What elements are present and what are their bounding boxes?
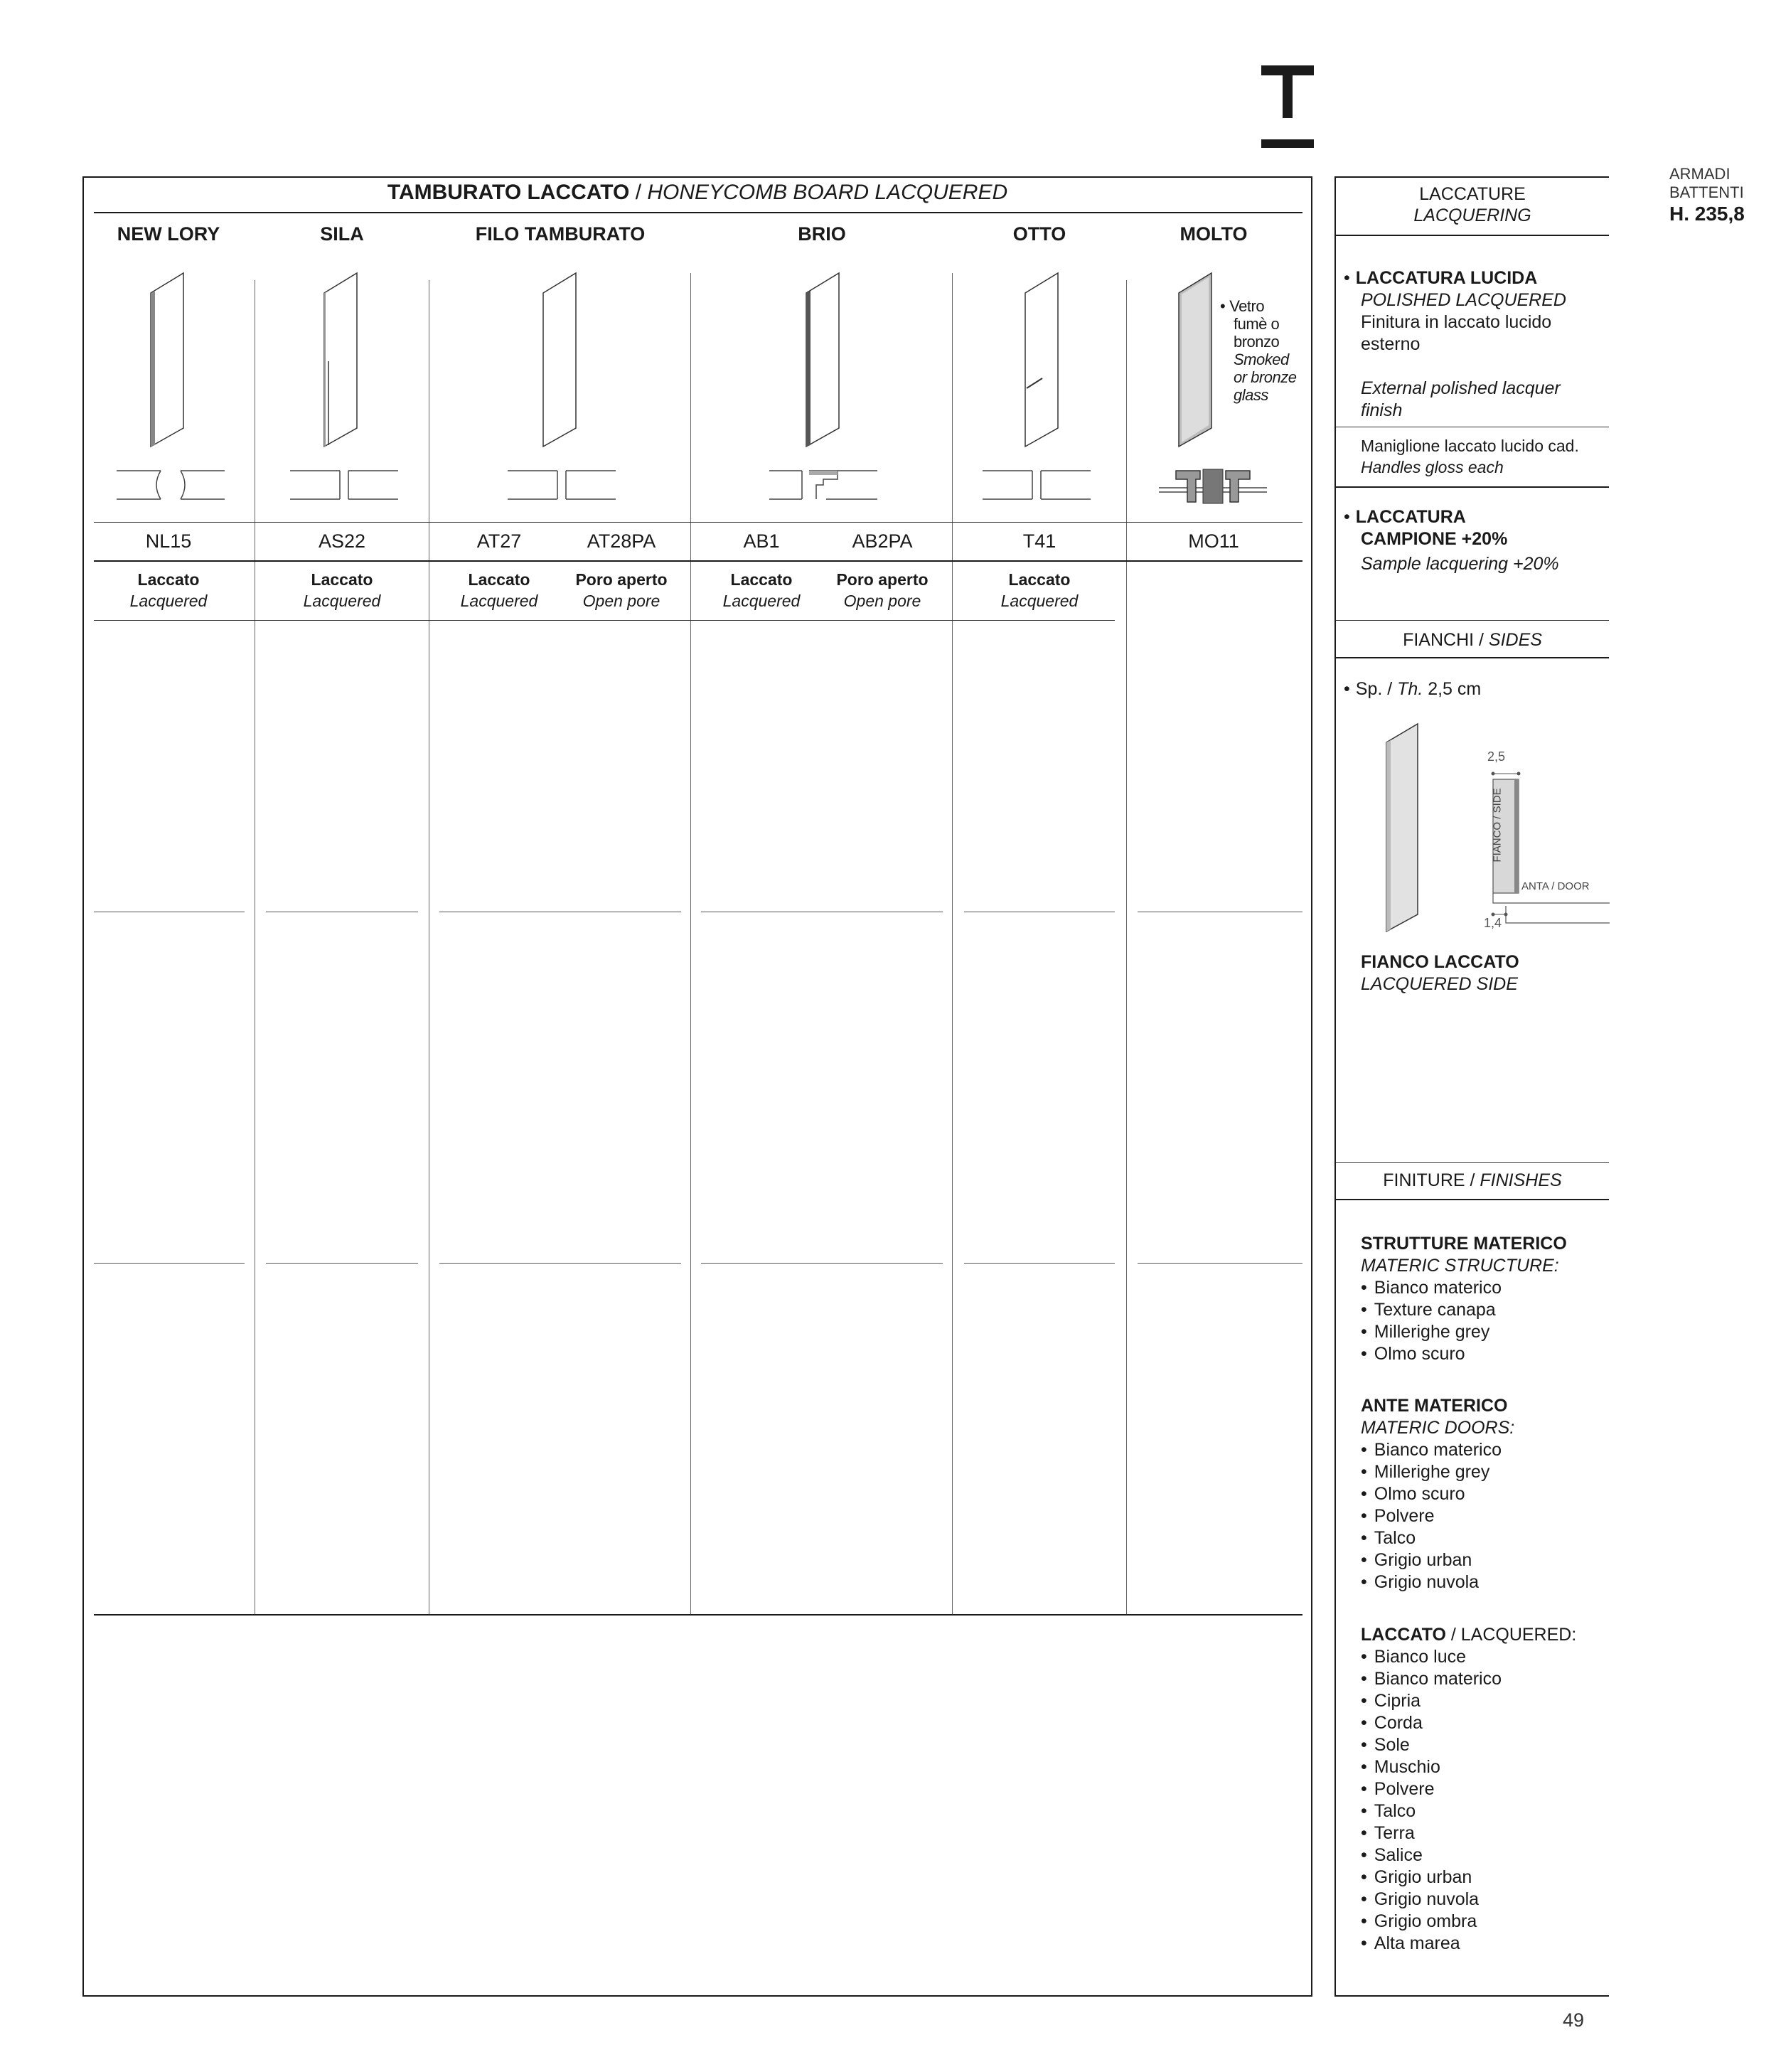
code-row-top xyxy=(94,522,1302,523)
list-item: • Grigio nuvola xyxy=(1361,1889,1607,1911)
lacquered-side-it: FIANCO LACCATO xyxy=(1361,952,1519,972)
glass-note-it-2: fumè o xyxy=(1234,315,1280,333)
list-item: • Millerighe grey xyxy=(1361,1321,1607,1343)
section-label xyxy=(1669,165,1769,226)
materic-doors-block xyxy=(1361,1395,1607,1593)
list-item: • Salice xyxy=(1361,1844,1607,1867)
list-item: • Olmo scuro xyxy=(1361,1483,1607,1505)
profile-section-sila xyxy=(287,466,401,503)
finish-en: Open pore xyxy=(843,592,921,610)
label-side xyxy=(1492,776,1504,875)
side-panel-illustration xyxy=(1382,721,1425,934)
list-item: • Sole xyxy=(1361,1734,1607,1756)
sides-title-it: FIANCHI xyxy=(1403,630,1475,650)
list-item: • Millerighe grey xyxy=(1361,1461,1607,1483)
page-number: 49 xyxy=(1563,2009,1585,2031)
grid-line xyxy=(266,1263,418,1264)
column-divider xyxy=(952,273,953,1614)
finish-it: Laccato xyxy=(311,570,373,589)
materic-structure-en: MATERIC STRUCTURE: xyxy=(1361,1256,1559,1276)
door-illustration-new-lory xyxy=(142,269,192,454)
polished-desc-en: External polished lacquer finish xyxy=(1361,378,1561,420)
lacquering-title-en: LACQUERING xyxy=(1413,205,1531,225)
list-item: • Olmo scuro xyxy=(1361,1343,1607,1365)
lacquered-en: LACQUERED: xyxy=(1460,1625,1577,1645)
profile-section-filo xyxy=(505,466,619,503)
finish-it: Laccato xyxy=(1008,570,1071,589)
table-title-sep: / xyxy=(629,181,648,204)
handle-price-block xyxy=(1361,435,1607,478)
sidebar-divider xyxy=(1336,235,1609,236)
glass-note: • Vetro fumè o bronzo Smoked or bronze glass xyxy=(1220,297,1305,404)
list-item: • Talco xyxy=(1361,1800,1607,1822)
list-item: • Grigio urban xyxy=(1361,1549,1607,1571)
finish-it: Poro aperto xyxy=(836,570,929,589)
finishes-title-en: FINISHES xyxy=(1480,1170,1562,1190)
finish-en: Lacquered xyxy=(460,592,538,610)
sidebar-divider xyxy=(1336,1199,1609,1200)
profile-section-molto xyxy=(1156,466,1270,509)
section-height: H. 235,8 xyxy=(1669,203,1745,225)
list-item: • Corda xyxy=(1361,1712,1607,1734)
sides-title-en: SIDES xyxy=(1488,630,1542,650)
list-item: • Bianco materico xyxy=(1361,1668,1607,1690)
finish-en: Lacquered xyxy=(1000,592,1079,610)
sides-title-sep: / xyxy=(1474,630,1489,650)
dim-top: 2,5 xyxy=(1487,749,1506,764)
finish-it: Laccato xyxy=(468,570,530,589)
sample-en: Sample lacquering +20% xyxy=(1361,554,1559,574)
grid-line xyxy=(94,1263,245,1264)
finish-label-at28pa xyxy=(560,569,683,612)
thickness-it: Sp. / xyxy=(1355,679,1398,699)
finish-it: Poro aperto xyxy=(575,570,668,589)
finishes-title-sep: / xyxy=(1465,1170,1480,1190)
list-item: • Talco xyxy=(1361,1527,1607,1549)
sidebar-divider xyxy=(1336,657,1609,658)
list-item: • Bianco materico xyxy=(1361,1439,1607,1461)
lacquered-colors-list xyxy=(1361,1646,1607,1955)
materic-structure-it: STRUTTURE MATERICO xyxy=(1361,1234,1567,1254)
sample-lacquer-block: • LACCATURA CAMPIONE +20% Sample lacquering +20% xyxy=(1344,506,1607,575)
list-item: • Muschio xyxy=(1361,1756,1607,1778)
glass-note-en-2: or bronze xyxy=(1234,368,1297,386)
code-at27: AT27 xyxy=(476,530,522,552)
column-header-sila: SILA xyxy=(320,223,364,245)
glass-note-en-3: glass xyxy=(1234,386,1268,404)
finishes-header xyxy=(1336,1170,1609,1191)
section-label-line2: BATTENTI xyxy=(1669,183,1744,201)
lacquered-side-en: LACQUERED SIDE xyxy=(1361,974,1518,994)
grid-line xyxy=(439,1263,681,1264)
door-illustration-brio xyxy=(798,269,847,454)
finish-row-bottom xyxy=(94,620,1115,621)
finish-label-nl15 xyxy=(94,569,243,612)
finish-en: Open pore xyxy=(582,592,660,610)
title-divider xyxy=(94,212,1302,213)
thickness-en: Th. xyxy=(1397,679,1423,699)
lacquered-sep: / xyxy=(1445,1625,1461,1645)
glass-note-en-1: Smoked xyxy=(1234,351,1289,368)
code-t41: T41 xyxy=(1022,530,1056,552)
door-illustration-molto xyxy=(1170,269,1220,454)
lacquering-header xyxy=(1336,183,1609,226)
sides-thickness: • Sp. / Th. 2,5 cm xyxy=(1344,679,1482,699)
handle-it: Maniglione laccato lucido cad. xyxy=(1361,437,1579,455)
label-door xyxy=(1521,880,1590,892)
finish-en: Lacquered xyxy=(129,592,208,610)
finish-it: Laccato xyxy=(137,570,200,589)
code-as22: AS22 xyxy=(318,530,366,552)
glass-note-it-1: Vetro xyxy=(1229,297,1265,315)
handle-en: Handles gloss each xyxy=(1361,458,1504,476)
list-item: • Alta marea xyxy=(1361,1933,1607,1955)
code-row-bottom xyxy=(94,560,1302,562)
sidebar-divider xyxy=(1336,620,1609,621)
column-header-brio: BRIO xyxy=(798,223,846,245)
finish-label-ab1 xyxy=(701,569,822,612)
polished-desc-it: Finitura in laccato lucido esterno xyxy=(1361,312,1552,354)
lacquered-colors-block xyxy=(1361,1624,1607,1955)
glass-note-it-3: bronzo xyxy=(1234,333,1280,351)
grid-line xyxy=(964,1263,1115,1264)
finish-en: Lacquered xyxy=(722,592,801,610)
column-header-new-lory: NEW LORY xyxy=(117,223,220,245)
label-side-text: FIANCO / SIDE xyxy=(1491,788,1504,863)
finish-label-t41 xyxy=(964,569,1115,612)
sidebar-divider xyxy=(1336,486,1609,488)
code-ab1: AB1 xyxy=(743,530,780,552)
finish-label-ab2pa xyxy=(822,569,943,612)
list-item: • Polvere xyxy=(1361,1778,1607,1800)
finish-en: Lacquered xyxy=(303,592,381,610)
label-door-text: ANTA / DOOR xyxy=(1521,880,1590,892)
lacquered-it: LACCATO xyxy=(1361,1625,1446,1645)
table-title xyxy=(82,181,1312,205)
table-title-alt: HONEYCOMB BOARD LACQUERED xyxy=(647,181,1008,204)
materic-doors-en: MATERIC DOORS: xyxy=(1361,1418,1515,1438)
list-item: • Grigio nuvola xyxy=(1361,1571,1607,1593)
list-item: • Grigio urban xyxy=(1361,1867,1607,1889)
finish-it: Laccato xyxy=(730,570,793,589)
dim-bottom: 1,4 xyxy=(1484,916,1502,930)
thickness-val: 2,5 cm xyxy=(1423,679,1482,699)
column-header-filo-tamburato: FILO TAMBURATO xyxy=(475,223,646,245)
section-label-line1: ARMADI xyxy=(1669,165,1730,183)
column-divider xyxy=(1126,280,1127,1614)
list-item: • Polvere xyxy=(1361,1505,1607,1527)
grid-line xyxy=(701,1263,943,1264)
materic-structure-list xyxy=(1361,1277,1607,1365)
sides-header xyxy=(1336,630,1609,651)
finish-label-as22 xyxy=(266,569,418,612)
list-item: • Bianco luce xyxy=(1361,1646,1607,1668)
brand-logo xyxy=(1261,65,1314,149)
profile-section-brio xyxy=(766,466,880,503)
list-item: • Cipria xyxy=(1361,1690,1607,1712)
finishes-title-it: FINITURE xyxy=(1383,1170,1465,1190)
list-item: • Bianco materico xyxy=(1361,1277,1607,1299)
polished-it: LACCATURA LUCIDA xyxy=(1355,268,1538,288)
table-title-main: TAMBURATO LACCATO xyxy=(387,181,630,204)
grid-bottom-line xyxy=(94,1614,1302,1616)
lacquered-side-block xyxy=(1361,951,1607,995)
sample-it-2: CAMPIONE +20% xyxy=(1361,529,1508,549)
grid-line xyxy=(1138,1263,1302,1264)
finish-label-at27 xyxy=(438,569,560,612)
list-item: • Terra xyxy=(1361,1822,1607,1844)
polished-en: POLISHED LACQUERED xyxy=(1361,290,1566,310)
column-header-otto: OTTO xyxy=(1012,223,1066,245)
materic-structure-block xyxy=(1361,1233,1607,1365)
list-item: • Texture canapa xyxy=(1361,1299,1607,1321)
code-ab2pa: AB2PA xyxy=(852,530,913,552)
sidebar-divider xyxy=(1336,1162,1609,1163)
main-table-frame xyxy=(82,176,1312,1997)
list-item: • Grigio ombra xyxy=(1361,1911,1607,1933)
profile-section-new-lory xyxy=(114,466,228,503)
polished-lacquer-block: • LACCATURA LUCIDA POLISHED LACQUERED Finitura in laccato lucido esterno External polished lacquer finish xyxy=(1344,267,1607,422)
door-illustration-sila xyxy=(316,269,365,454)
code-mo11: MO11 xyxy=(1188,530,1239,552)
materic-doors-list xyxy=(1361,1439,1607,1593)
profile-section-otto xyxy=(980,466,1093,503)
door-illustration-filo xyxy=(535,269,584,454)
column-divider xyxy=(690,273,691,1614)
sample-it-1: LACCATURA xyxy=(1355,507,1466,527)
column-header-molto: MOLTO xyxy=(1179,223,1248,245)
code-at28pa: AT28PA xyxy=(587,530,656,552)
lacquering-title-it: LACCATURE xyxy=(1419,184,1526,204)
code-nl15: NL15 xyxy=(145,530,192,552)
door-illustration-otto xyxy=(1017,269,1066,454)
materic-doors-it: ANTE MATERICO xyxy=(1361,1396,1508,1416)
